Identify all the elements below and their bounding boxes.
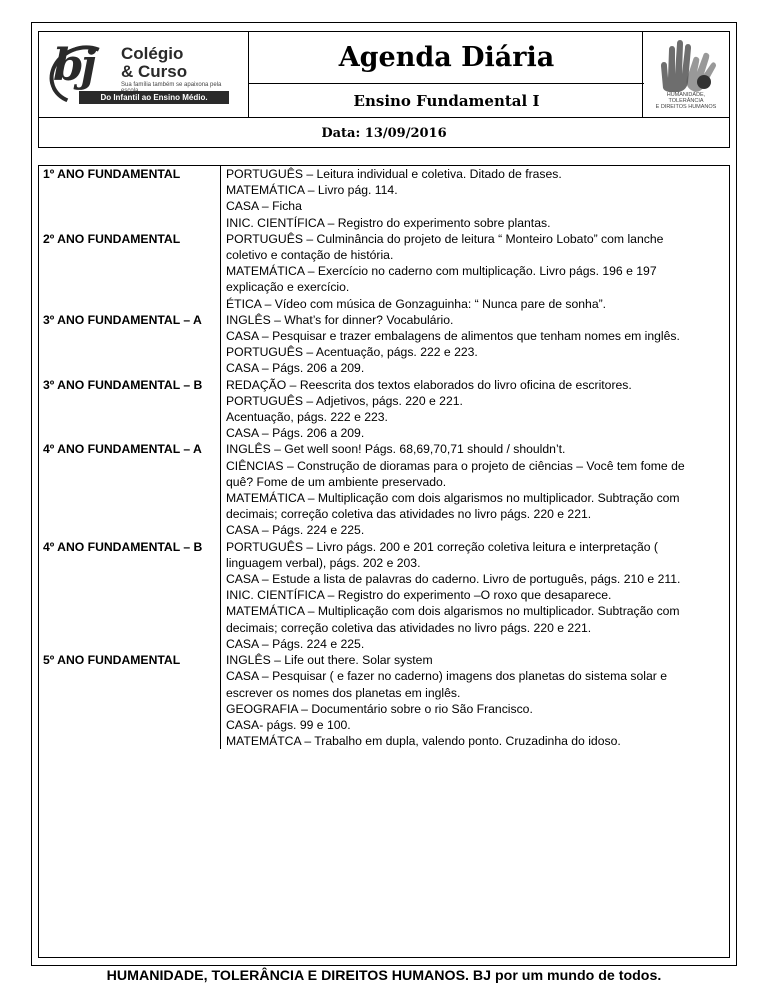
tasks-cell bbox=[221, 377, 730, 442]
task-line: INGLÊS – What’s for dinner? Vocabulário. bbox=[226, 312, 454, 327]
task-line: MATEMÁTICA – Multiplicação com dois algarismos no multiplicador. Subtração com bbox=[226, 604, 680, 619]
date-cell bbox=[39, 117, 729, 149]
task-line: PORTUGUÊS – Acentuação, págs. 222 e 223. bbox=[226, 345, 478, 360]
task-line: REDAÇÃO – Reescrita dos textos elaborados do livro oficina de escritores. bbox=[226, 377, 632, 392]
task-line: escrever os nomes dos planetas em inglês. bbox=[226, 685, 461, 700]
logo-name-line1: Colégio bbox=[121, 44, 184, 63]
page-title: Agenda Diária bbox=[338, 42, 555, 73]
task-line: GEOGRAFIA – Documentário sobre o rio São Francisco. bbox=[226, 701, 533, 716]
tasks-cell bbox=[221, 539, 730, 652]
task-line: PORTUGUÊS – Culminância do projeto de leitura “ Monteiro Lobato” com lanche bbox=[226, 231, 664, 246]
task-line: PORTUGUÊS – Livro págs. 200 e 201 correção coletiva leitura e interpretação ( bbox=[226, 539, 658, 554]
hands-caption-line2: E DIREITOS HUMANOS bbox=[655, 104, 717, 110]
grade-label: 2º ANO FUNDAMENTAL bbox=[39, 231, 221, 312]
task-line: INGLÊS – Life out there. Solar system bbox=[226, 653, 433, 668]
bj-logo bbox=[49, 40, 239, 110]
task-line: CASA – Ficha bbox=[226, 199, 302, 214]
hands-caption bbox=[651, 92, 721, 110]
agenda-date: Data: 13/09/2016 bbox=[321, 126, 447, 141]
task-line: CASA – Págs. 224 e 225. bbox=[226, 636, 365, 651]
grade-label: 3º ANO FUNDAMENTAL – A bbox=[39, 312, 221, 377]
hands-icon bbox=[651, 38, 721, 110]
task-line: INIC. CIENTÍFICA – Registro do experimento sobre plantas. bbox=[226, 215, 551, 230]
title-cell bbox=[249, 32, 644, 84]
task-line: decimais; correção coletiva das atividades no livro págs. 220 e 221. bbox=[226, 620, 592, 635]
page-subtitle: Ensino Fundamental I bbox=[353, 91, 540, 110]
agenda-rows bbox=[39, 166, 729, 749]
task-line: PORTUGUÊS – Leitura individual e coletiva. Ditado de frases. bbox=[226, 167, 562, 181]
table-row bbox=[39, 377, 729, 442]
task-line: CASA – Pesquisar ( e fazer no caderno) imagens dos planetas do sistema solar e bbox=[226, 669, 668, 684]
table-row bbox=[39, 231, 729, 312]
task-line: CASA – Págs. 224 e 225. bbox=[226, 523, 365, 538]
tasks-cell bbox=[221, 166, 730, 231]
task-line: decimais; correção coletiva das atividades no livro págs. 220 e 221. bbox=[226, 507, 592, 522]
task-line: CIÊNCIAS – Construção de dioramas para o projeto de ciências – Você tem fome de bbox=[226, 458, 685, 473]
table-row bbox=[39, 539, 729, 652]
right-logo-cell bbox=[642, 32, 729, 117]
task-line: INIC. CIENTÍFICA – Registro do experimento –O roxo que desaparece. bbox=[226, 588, 612, 603]
task-line: CASA – Pesquisar e trazer embalagens de alimentos que tenham nomes em inglês. bbox=[226, 329, 680, 344]
grade-label: 4º ANO FUNDAMENTAL – A bbox=[39, 441, 221, 538]
table-row bbox=[39, 312, 729, 377]
subtitle-cell bbox=[249, 84, 644, 117]
task-line: linguagem verbal), págs. 202 e 203. bbox=[226, 555, 421, 570]
task-line: MATEMÁTCA – Trabalho em dupla, valendo ponto. Cruzadinha do idoso. bbox=[226, 734, 621, 749]
agenda-table bbox=[38, 165, 730, 958]
tasks-cell bbox=[221, 312, 730, 377]
task-line: quê? Fome de um ambiente preservado. bbox=[226, 474, 447, 489]
task-line: CASA – Estude a lista de palavras do caderno. Livro de português, págs. 210 e 211. bbox=[226, 572, 681, 587]
logo-mark: bj bbox=[53, 40, 94, 91]
tasks-cell bbox=[221, 652, 730, 749]
task-line: CASA – Págs. 206 a 209. bbox=[226, 426, 365, 441]
logo-cell bbox=[39, 32, 249, 117]
task-line: MATEMÁTICA – Exercício no caderno com multiplicação. Livro págs. 196 e 197 bbox=[226, 264, 657, 279]
task-line: CASA- págs. 99 e 100. bbox=[226, 717, 351, 732]
task-line: ÉTICA – Vídeo com música de Gonzaguinha: “ Nunca pare de sonha”. bbox=[226, 296, 607, 311]
task-line: INGLÊS – Get well soon! Págs. 68,69,70,71 should / shouldn’t. bbox=[226, 442, 566, 457]
task-line: CASA – Págs. 206 a 209. bbox=[226, 361, 365, 376]
grade-label: 1º ANO FUNDAMENTAL bbox=[39, 166, 221, 231]
task-line: MATEMÁTICA – Multiplicação com dois algarismos no multiplicador. Subtração com bbox=[226, 491, 680, 506]
logo-tagline: Sua família também se apaixona pela bbox=[121, 82, 222, 88]
task-line: coletivo e contação de história. bbox=[226, 248, 394, 263]
task-line: explicação e exercício. bbox=[226, 280, 350, 295]
agenda-header bbox=[38, 31, 730, 148]
table-row bbox=[39, 166, 729, 231]
task-line: MATEMÁTICA – Livro pág. 114. bbox=[226, 183, 398, 198]
grade-label: 3º ANO FUNDAMENTAL – B bbox=[39, 377, 221, 442]
table-row bbox=[39, 441, 729, 538]
logo-strip: Do Infantil ao Ensino Médio. bbox=[79, 91, 229, 104]
table-row bbox=[39, 652, 729, 749]
logo-name-line2: & Curso bbox=[121, 62, 188, 81]
task-line: Acentuação, págs. 222 e 223. bbox=[226, 410, 388, 425]
grade-label: 5º ANO FUNDAMENTAL bbox=[39, 652, 221, 749]
task-line: PORTUGUÊS – Adjetivos, págs. 220 e 221. bbox=[226, 393, 463, 408]
tasks-cell bbox=[221, 441, 730, 538]
hands-caption-line1: HUMANIDADE, TOLERÂNCIA bbox=[666, 92, 706, 104]
tasks-cell bbox=[221, 231, 730, 312]
grade-label: 4º ANO FUNDAMENTAL – B bbox=[39, 539, 221, 652]
footer-slogan: HUMANIDADE, TOLERÂNCIA E DIREITOS HUMANOS. BJ por um mundo de todos. bbox=[106, 968, 662, 984]
agenda-body bbox=[39, 166, 729, 749]
